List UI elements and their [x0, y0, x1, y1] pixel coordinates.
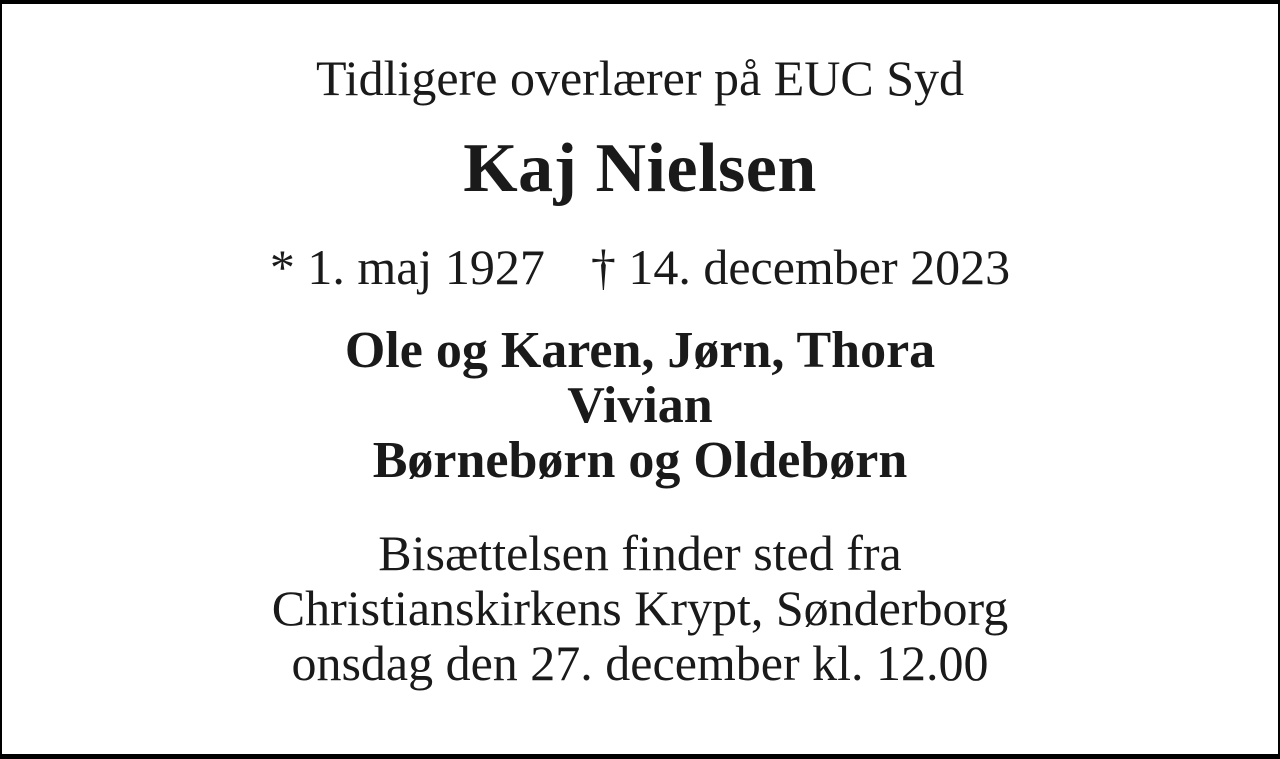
mourners-line: Vivian — [567, 377, 713, 434]
ceremony-line: Bisættelsen finder sted fra — [378, 525, 902, 581]
birth-star-icon: * — [269, 239, 295, 295]
ceremony-line: onsdag den 27. december kl. 12.00 — [291, 635, 989, 691]
ceremony-line: Christianskirkens Krypt, Sønderborg — [271, 580, 1009, 636]
mourners-line: Børnebørn og Oldebørn — [372, 432, 908, 489]
pre-title: Tidligere overlærer på EUC Syd — [315, 50, 965, 106]
birth-date: 1. maj 1927 — [307, 239, 545, 295]
death-date-group — [591, 239, 1010, 296]
dagger-icon: † — [590, 239, 616, 295]
mourners-block — [2, 323, 1278, 488]
death-date: 14. december 2023 — [628, 239, 1011, 295]
mourners-line: Ole og Karen, Jørn, Thora — [344, 322, 936, 379]
deceased-name: Kaj Nielsen — [463, 130, 817, 207]
ceremony-block — [2, 526, 1278, 691]
life-dates — [2, 239, 1278, 296]
birth-date-group — [270, 239, 545, 296]
